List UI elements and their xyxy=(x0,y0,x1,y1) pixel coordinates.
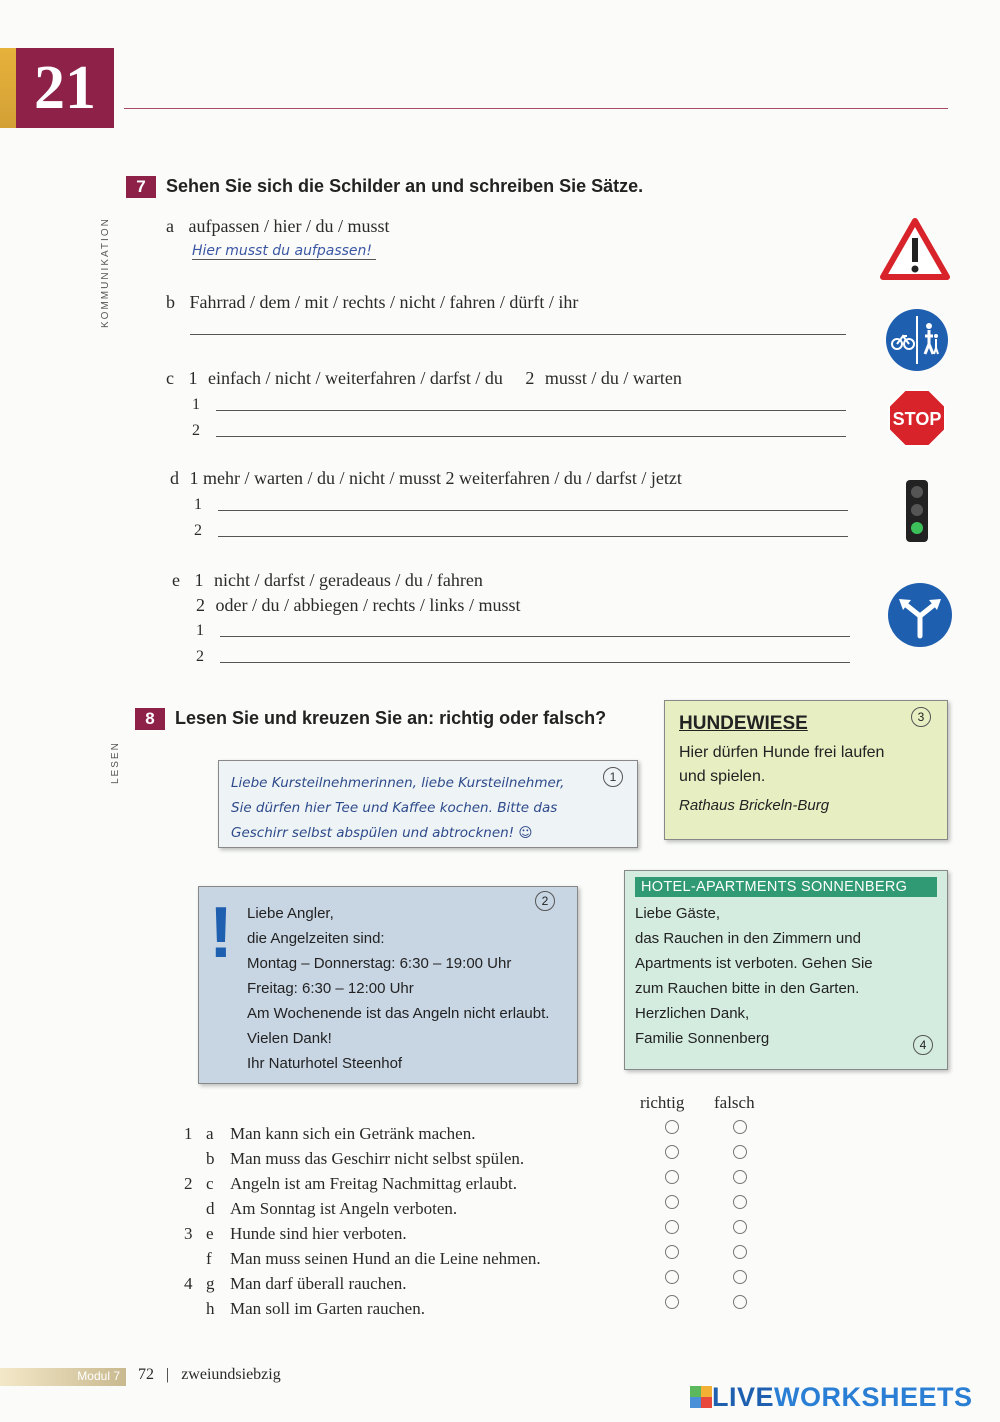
traffic-light-icon xyxy=(904,478,930,544)
line-label: 1 xyxy=(194,496,202,513)
note-number: 4 xyxy=(913,1035,933,1055)
warning-sign-icon xyxy=(880,218,950,280)
item-letter: d xyxy=(170,468,179,488)
note-text: Herzlichen Dank, xyxy=(635,1005,750,1022)
item-words: oder / du / abbiegen / rechts / links / musst xyxy=(215,595,521,615)
note-text: Sie dürfen hier Tee und Kaffee kochen. Bitte das xyxy=(231,800,558,816)
exercise-number: 8 xyxy=(135,708,165,730)
item-words: musst / du / warten xyxy=(544,368,682,388)
footer-page xyxy=(138,1366,281,1384)
exercise-number: 7 xyxy=(126,176,156,198)
answer-line-d1[interactable] xyxy=(218,510,848,511)
radio-falsch-d[interactable] xyxy=(733,1195,747,1209)
sub-number: 1 xyxy=(188,368,198,388)
footer-module-bar xyxy=(0,1368,126,1386)
item-letter: a xyxy=(166,216,174,236)
radio-richtig-e[interactable] xyxy=(665,1220,679,1234)
answer-line-e1[interactable] xyxy=(220,636,850,637)
note-title: HUNDEWIESE xyxy=(679,713,808,734)
note-text: Freitag: 6:30 – 12:00 Uhr xyxy=(247,980,414,997)
note-text: Liebe Angler, xyxy=(247,905,334,922)
note-text: Liebe Kursteilnehmerinnen, liebe Kursteilnehmer, xyxy=(231,775,565,791)
statement-letter: c xyxy=(206,1174,214,1193)
note-text: Familie Sonnenberg xyxy=(635,1030,770,1047)
radio-richtig-h[interactable] xyxy=(665,1295,679,1309)
note-number: 1 xyxy=(603,767,623,787)
item-words: aufpassen / hier / du / musst xyxy=(188,216,390,236)
statement-text: Man soll im Garten rauchen. xyxy=(230,1299,425,1318)
item-letter: b xyxy=(166,292,175,312)
statement-letter: d xyxy=(206,1199,215,1218)
line-label: 1 xyxy=(196,622,204,639)
note-text: Am Wochenende ist das Angeln nicht erlaubt. xyxy=(247,1005,550,1022)
item-e2 xyxy=(196,595,520,616)
note-number: 2 xyxy=(535,891,555,911)
radio-falsch-f[interactable] xyxy=(733,1245,747,1259)
answer-a[interactable]: Hier musst du aufpassen! xyxy=(192,243,376,260)
statement-letter: f xyxy=(206,1249,212,1268)
statement-letter: h xyxy=(206,1299,215,1318)
line-label: 2 xyxy=(194,522,202,539)
statement-row xyxy=(184,1174,541,1199)
note-4 xyxy=(624,870,948,1070)
note-1 xyxy=(218,760,638,848)
note-header: HOTEL-APARTMENTS SONNENBERG xyxy=(635,877,937,897)
falsch-column-radios xyxy=(733,1120,747,1309)
line-label: 1 xyxy=(192,396,200,413)
answer-line-c2[interactable] xyxy=(216,436,846,437)
statement-text: Angeln ist am Freitag Nachmittag erlaubt. xyxy=(230,1174,518,1193)
statement-text: Man muss seinen Hund an die Leine nehmen. xyxy=(230,1249,541,1268)
item-words: einfach / nicht / weiterfahren / darfst / du xyxy=(208,368,503,388)
line-label: 2 xyxy=(192,422,200,439)
footer-separator: | xyxy=(166,1366,170,1383)
note-signature: Rathaus Brickeln-Burg xyxy=(679,797,830,814)
group-number: 3 xyxy=(184,1224,193,1243)
exercise-title: Sehen Sie sich die Schilder an und schreiben Sie Sätze. xyxy=(166,176,644,196)
header-rule xyxy=(124,108,948,109)
statement-text: Hunde sind hier verboten. xyxy=(230,1224,407,1243)
note-text: Apartments ist verboten. Gehen Sie xyxy=(635,955,873,972)
chapter-number: 21 xyxy=(16,48,114,128)
note-text: Hier dürfen Hunde frei laufen xyxy=(679,744,885,761)
logo-text-worksheets: WORKSHEETS xyxy=(774,1382,973,1412)
stop-sign-icon xyxy=(887,388,947,448)
exercise-7-heading xyxy=(126,176,643,198)
statement-letter: e xyxy=(206,1224,214,1243)
sub-number: 2 xyxy=(525,368,535,388)
exercise-8-heading xyxy=(135,708,606,730)
sidebar-label-kommunikation: KOMMUNIKATION xyxy=(100,217,111,328)
note-text: Vielen Dank! xyxy=(247,1030,332,1047)
statement-row xyxy=(184,1299,541,1324)
exercise-title: Lesen Sie und kreuzen Sie an: richtig oder falsch? xyxy=(175,708,607,728)
statement-row xyxy=(184,1249,541,1274)
stop-sign-text: STOP xyxy=(892,409,942,429)
radio-richtig-d[interactable] xyxy=(665,1195,679,1209)
radio-falsch-a[interactable] xyxy=(733,1120,747,1134)
sub-number: 1 xyxy=(194,570,204,590)
note-text: die Angelzeiten sind: xyxy=(247,930,385,947)
group-number: 1 xyxy=(184,1124,193,1143)
note-text: Montag – Donnerstag: 6:30 – 19:00 Uhr xyxy=(247,955,512,972)
answer-line-d2[interactable] xyxy=(218,536,848,537)
answer-line-c1[interactable] xyxy=(216,410,846,411)
item-letter: c xyxy=(166,368,174,388)
statement-row xyxy=(184,1274,541,1299)
logo-icon xyxy=(690,1386,712,1408)
radio-falsch-e[interactable] xyxy=(733,1220,747,1234)
logo-text-live: LIVE xyxy=(712,1382,775,1412)
radio-richtig-c[interactable] xyxy=(665,1170,679,1184)
page-number: 72 xyxy=(138,1366,154,1383)
statement-text: Man darf überall rauchen. xyxy=(230,1274,407,1293)
sub-number: 2 xyxy=(196,595,205,615)
item-words: 1 mehr / warten / du / nicht / musst 2 weiterfahren / du / darfst / jetzt xyxy=(189,468,682,488)
radio-falsch-b[interactable] xyxy=(733,1145,747,1159)
exclamation-icon: ! xyxy=(209,893,233,973)
radio-richtig-a[interactable] xyxy=(665,1120,679,1134)
statement-list xyxy=(184,1124,541,1324)
turn-left-right-sign-icon xyxy=(887,582,953,648)
note-text: das Rauchen in den Zimmern und xyxy=(635,930,861,947)
item-d xyxy=(170,468,682,489)
group-number: 2 xyxy=(184,1174,193,1193)
column-richtig: richtig xyxy=(640,1093,685,1112)
note-text: Ihr Naturhotel Steenhof xyxy=(247,1055,403,1072)
note-2 xyxy=(198,886,578,1084)
group-number: 4 xyxy=(184,1274,193,1293)
statement-letter: b xyxy=(206,1149,215,1168)
statement-row xyxy=(184,1149,541,1174)
color-strip xyxy=(0,48,16,128)
note-text: Liebe Gäste, xyxy=(635,905,721,922)
statement-row xyxy=(184,1124,541,1149)
statement-text: Man muss das Geschirr nicht selbst spülen. xyxy=(230,1149,525,1168)
note-text: zum Rauchen bitte in den Garten. xyxy=(635,980,860,997)
item-words: Fahrrad / dem / mit / rechts / nicht / fahren / dürft / ihr xyxy=(189,292,579,312)
radio-richtig-g[interactable] xyxy=(665,1270,679,1284)
statement-text: Am Sonntag ist Angeln verboten. xyxy=(230,1199,458,1218)
radio-richtig-b[interactable] xyxy=(665,1145,679,1159)
column-falsch: falsch xyxy=(714,1093,755,1112)
footer-module: Modul 7 xyxy=(77,1369,120,1383)
radio-falsch-h[interactable] xyxy=(733,1295,747,1309)
radio-falsch-c[interactable] xyxy=(733,1170,747,1184)
liveworksheets-logo xyxy=(690,1382,973,1413)
statement-letter: a xyxy=(206,1124,214,1143)
richtig-column-radios xyxy=(665,1120,679,1309)
statement-row xyxy=(184,1199,541,1224)
statement-letter: g xyxy=(206,1274,215,1293)
bike-pedestrian-sign-icon xyxy=(885,308,949,372)
radio-richtig-f[interactable] xyxy=(665,1245,679,1259)
answer-line-e2[interactable] xyxy=(220,662,850,663)
statement-row xyxy=(184,1224,541,1249)
item-c xyxy=(166,368,682,389)
item-a xyxy=(166,216,389,237)
item-words: nicht / darfst / geradeaus / du / fahren xyxy=(214,570,483,590)
note-text: Geschirr selbst abspülen und abtrocknen! ☺ xyxy=(231,825,533,841)
item-letter: e xyxy=(172,570,180,590)
line-label: 2 xyxy=(196,648,204,665)
note-number: 3 xyxy=(911,707,931,727)
radio-falsch-g[interactable] xyxy=(733,1270,747,1284)
sidebar-label-lesen: LESEN xyxy=(110,741,121,784)
item-e xyxy=(172,570,483,591)
statement-text: Man kann sich ein Getränk machen. xyxy=(230,1124,476,1143)
note-text: und spielen. xyxy=(679,768,766,785)
answer-line-b[interactable] xyxy=(190,334,846,335)
item-b xyxy=(166,292,578,313)
page-word: zweiundsiebzig xyxy=(181,1366,281,1383)
note-3 xyxy=(664,700,948,840)
